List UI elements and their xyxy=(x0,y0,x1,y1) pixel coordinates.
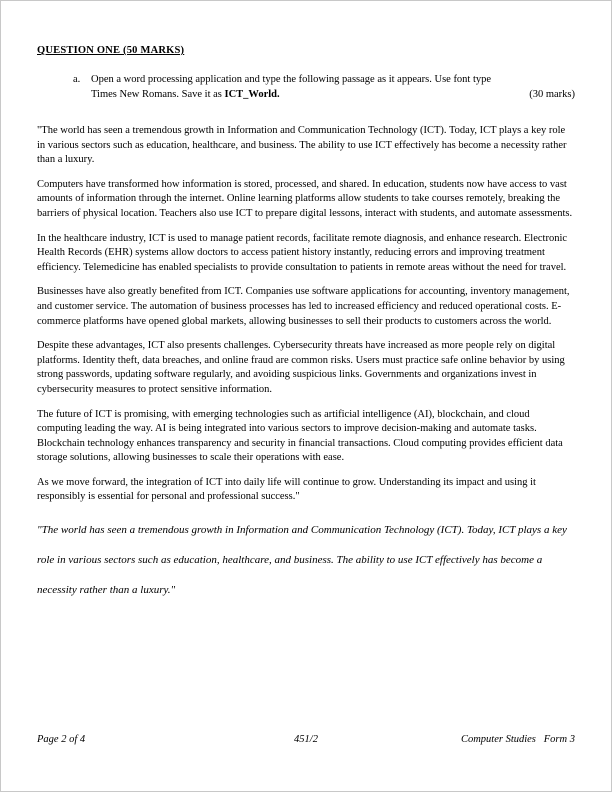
item-body xyxy=(91,72,575,102)
footer-subject-form: Computer Studies Form 3 xyxy=(460,734,575,745)
footer-page-number: Page 2 of 4 xyxy=(37,734,86,745)
passage-paragraph-2: Computers have transformed how information is stored, processed, and shared. In education, students now have access to vast amounts of information through the internet. Online learning platforms allow students to take courses remotely, breaking the barriers of physical location. Teachers also use ICT to prepare digital lessons, interact with students, and automate assessments. xyxy=(37,178,573,219)
passage-paragraph-4: Businesses have also greatly benefited from ICT. Companies use software applications for accounting, inventory management, and customer service. The automation of business processes has led to increased efficiency and reduced operational costs. E-commerce platforms have opened global markets, allowing businesses to sell their products to customers across the world. xyxy=(37,286,570,327)
passage-paragraph-3: In the healthcare industry, ICT is used to manage patient records, facilitate remote diagnosis, and enhance research. Electronic Health Records (EHR) systems allow doctors to access patient history instantly, reducing errors and improving treatment efficiency. Telemedicine has enabled specialists to provide consultation to patients in remote areas without the need for travel. xyxy=(37,232,568,273)
item-letter-label: a. xyxy=(73,74,81,85)
passage-paragraph-1: "The world has seen a tremendous growth in Information and Communication Technology (ICT). Today, ICT plays a key role in various sectors such as education, healthcare, and business. The ability to use ICT effectively has become a necessity rather than a luxury. xyxy=(37,125,567,166)
marks-label: (30 marks) xyxy=(529,89,575,100)
question-heading: QUESTION ONE (50 MARKS) xyxy=(37,45,185,56)
page-footer xyxy=(37,734,575,745)
item-instruction-text: Open a word processing application and type the following passage as it appears. Use font type Times New Romans. Save it as xyxy=(91,74,492,100)
footer-paper-code: 451/2 xyxy=(294,734,318,745)
passage-paragraph-6: The future of ICT is promising, with emerging technologies such as artificial intelligence (AI), blockchain, and cloud computing leading the way. AI is being integrated into various sectors to improve decision-making and automate tasks. Blockchain technology enhances transparency and security in financial transactions. Cloud computing provides efficient data storage solutions, allowing businesses to scale their operations with ease. xyxy=(37,408,563,464)
italic-sample-paragraph: "The world has seen a tremendous growth in Information and Communication Technology (ICT). Today, ICT plays a key role in various sectors such as education, healthcare, and business. The ability to use ICT effectively has become a necessity rather than a luxury." xyxy=(37,524,567,597)
item-filename-bold: ICT_World. xyxy=(224,89,280,100)
passage-paragraph-7: As we move forward, the integration of ICT into daily life will continue to grow. Understanding its impact and using it responsibly is essential for personal and professional success." xyxy=(37,476,536,503)
passage-paragraph-5: Despite these advantages, ICT also presents challenges. Cybersecurity threats have increased as more people rely on digital platforms. Identity theft, data breaches, and online fraud are common risks. Users must practice safe online behavior by using strong passwords, updating software regularly, and avoiding suspicious links. Governments and organizations invest in cybersecurity measures to protect sensitive information. xyxy=(37,340,565,395)
question-item-a xyxy=(73,72,575,102)
page-content xyxy=(1,1,611,605)
